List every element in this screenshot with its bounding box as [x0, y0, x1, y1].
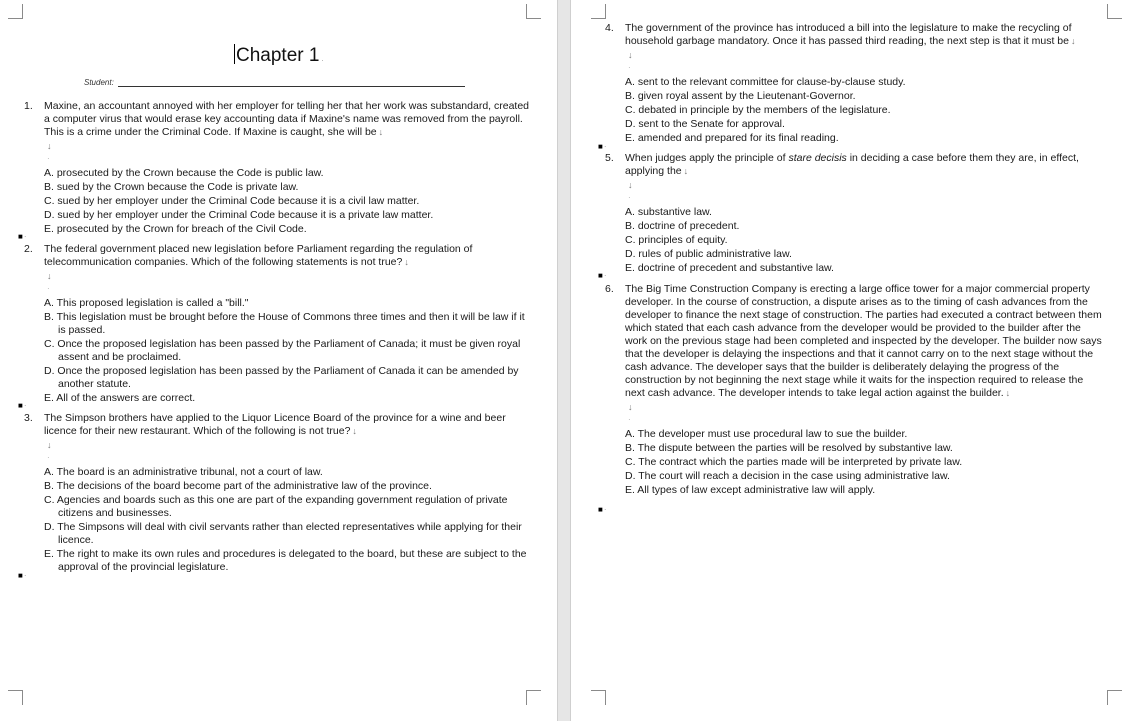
answer-choice: C. The contract which the parties made will be interpreted by private law.: [625, 456, 963, 468]
answer-choices: [44, 466, 530, 574]
answer-choice: C. Agencies and boards such as this one are part of the expanding government regulation of private citizens and businesses.: [44, 494, 508, 519]
question-text: The federal government placed new legislation before Parliament regarding the regulation of telecommunication companies. Which of the following statements is not true?: [44, 243, 473, 268]
document-page-right: [571, 0, 1137, 721]
question-text: Maxine, an accountant annoyed with her employer for telling her that her work was substandard, created a computer virus that would erase key accounting data if Maxine's name was removed from the payroll. This is a crime under the Criminal Code. If Maxine is caught, she will be: [44, 100, 530, 138]
answer-choices: [44, 297, 530, 405]
answer-choice: A. substantive law.: [625, 206, 712, 218]
question-number: 1.: [24, 100, 33, 112]
answer-choices: [625, 76, 1105, 145]
answer-choice: D. sent to the Senate for approval.: [625, 118, 785, 130]
question-6: 6. The Big Time Construction Company is erecting a large office tower for a major commercial property developer. In the course of construction, a dispute arises as to the timing of cash advances from the developer to finance the next stage of construction. The parties had executed a contract between them which stated that each cash advance from the developer would be provided to the builder after the work on the previous stage had been completed and inspected by the developer. The builder now says that the developer is delaying the inspections and that it cannot carry on to the next stage without the cash advance. The developer says that the builder is deliberately delaying the progress of the construction by not beginning the next stage while it waits for the inspection required to release the next cash advance. The developer intends to take legal action against the builder. ↓ ↓ · A. The developer must use procedural law to sue the builder. B. The dispute between the parties will be resolved by substantive law. C. The contract which the parties made will be interpreted by private law. D. The court will reach a decision in the case using administrative law. E. All types of law except administrative law will apply.: [625, 283, 1105, 498]
question-number: 6.: [605, 283, 614, 295]
question-text-italic: stare decisis: [788, 152, 847, 164]
question-number: 5.: [605, 152, 614, 164]
answer-choices: [44, 167, 530, 236]
question-text: The Simpson brothers have applied to the Liquor Licence Board of the province for a wine and beer licence for their new restaurant. Which of the following is not true?: [44, 412, 506, 437]
crop-mark: [526, 4, 541, 19]
crop-mark: [1107, 4, 1122, 19]
question-text: The government of the province has introduced a bill into the legislature to make the recycling of household garbage mandatory. Once it has passed third reading, the next step is that it must be: [625, 22, 1072, 47]
crop-mark: [591, 690, 606, 705]
answer-choice: D. sued by her employer under the Criminal Code because it is a private law matter.: [44, 209, 434, 221]
question-number: 2.: [24, 243, 33, 255]
answer-choice: D. The court will reach a decision in the case using administrative law.: [625, 470, 950, 482]
question-number: 3.: [24, 412, 33, 424]
student-label: Student:: [84, 78, 114, 87]
paragraph-mark: ■·: [598, 142, 607, 151]
answer-choice: E. doctrine of precedent and substantive law.: [625, 262, 834, 274]
answer-choice: C. debated in principle by the members of the legislature.: [625, 104, 891, 116]
answer-choice: D. Once the proposed legislation has been passed by the Parliament of Canada it can be amended by another statute.: [44, 365, 519, 390]
answer-choice: B. The dispute between the parties will be resolved by substantive law.: [625, 442, 953, 454]
answer-choices: [625, 428, 1105, 497]
paragraph-mark: ■·: [598, 505, 607, 514]
question-text-end: in deciding a case before them they are, in effect, applying the: [625, 152, 1079, 177]
answer-choice: E. amended and prepared for its final reading.: [625, 132, 839, 144]
question-text-start: When judges apply the principle of: [625, 152, 789, 164]
crop-mark: [526, 690, 541, 705]
answer-choice: A. This proposed legislation is called a "bill.": [44, 297, 249, 309]
page-gutter: [557, 0, 571, 721]
answer-choices: [625, 206, 1105, 275]
student-name-line: [118, 86, 465, 87]
answer-choice: E. All types of law except administrative law will apply.: [625, 484, 876, 496]
answer-choice: A. sent to the relevant committee for clause-by-clause study.: [625, 76, 906, 88]
question-1: 1. Maxine, an accountant annoyed with her employer for telling her that her work was substandard, created a computer virus that would erase key accounting data if Maxine's name was removed from the payroll. This is a crime under the Criminal Code. If Maxine is caught, she will be ↓ ↓ · A. prosecuted by the Crown because the Code is public law. B. sued by the Crown because the Code is private law. C. sued by her employer under the Criminal Code because it is a civil law matter. D. sued by her employer under the Criminal Code because it is a private law matter. E. prosecuted by the Crown for breach of the Civil Code.: [24, 100, 530, 235]
answer-choice: B. given royal assent by the Lieutenant-Governor.: [625, 90, 856, 102]
answer-choice: B. sued by the Crown because the Code is private law.: [44, 181, 299, 193]
crop-mark: [591, 4, 606, 19]
answer-choice: C. Once the proposed legislation has been passed by the Parliament of Canada; it must be given royal assent and be proclaimed.: [44, 338, 521, 363]
answer-choice: E. The right to make its own rules and procedures is delegated to the board, but these are subject to the approval of the provincial legislature.: [44, 548, 527, 573]
paragraph-mark: ■·: [598, 271, 607, 280]
paragraph-mark: ■·: [18, 571, 27, 580]
answer-choice: C. sued by her employer under the Criminal Code because it is a civil law matter.: [44, 195, 420, 207]
crop-mark: [1107, 690, 1122, 705]
document-page-left: [0, 0, 557, 721]
question-5: 5. When judges apply the principle of stare decisis in deciding a case before them they are, in effect, applying the ↓ ↓ · A. substantive law. B. doctrine of precedent. C. principles of equity. D. rules of public administrative law. E. doctrine of precedent and substantive law.: [625, 152, 1105, 276]
answer-choice: B. The decisions of the board become part of the administrative law of the province.: [44, 480, 432, 492]
page-title[interactable]: Chapter 1 .: [236, 45, 324, 66]
title-text: Chapter 1: [236, 45, 320, 66]
answer-choice: E. All of the answers are correct.: [44, 392, 196, 404]
answer-choice: A. The board is an administrative tribunal, not a court of law.: [44, 466, 323, 478]
question-4: 4. The government of the province has introduced a bill into the legislature to make the recycling of household garbage mandatory. Once it has passed third reading, the next step is that it must be ↓ ↓ · A. sent to the relevant committee for clause-by-clause study. B. given royal assent by the Lieutenant-Governor. C. debated in principle by the members of the legislature. D. sent to the Senate for approval. E. amended and prepared for its final reading.: [625, 22, 1105, 146]
question-number: 4.: [605, 22, 614, 34]
question-text: The Big Time Construction Company is erecting a large office tower for a major commercial property developer. In the course of construction, a dispute arises as to the timing of cash advances from the developer to finance the next stage of construction. The parties had executed a contract between them which stated that each cash advance from the developer would be provided to the builder after the work on the previous stage had been completed and inspected by the developer. The builder now says that the developer is delaying the inspections and that it cannot carry on to the next stage without the cash advance. The developer says that the builder is deliberately delaying the progress of the construction by not beginning the next stage while it waits for the inspection required to release the next cash advance. The developer intends to take legal action against the builder.: [625, 283, 1102, 399]
answer-choice: E. prosecuted by the Crown for breach of the Civil Code.: [44, 223, 307, 235]
answer-choice: A. The developer must use procedural law to sue the builder.: [625, 428, 908, 440]
answer-choice: C. principles of equity.: [625, 234, 728, 246]
question-2: 2. The federal government placed new legislation before Parliament regarding the regulation of telecommunication companies. Which of the following statements is not true? ↓ ↓ · A. This proposed legislation is called a "bill." B. This legislation must be brought before the House of Commons three times and then it will be law if it is passed. C. Once the proposed legislation has been passed by the Parliament of Canada; it must be given royal assent and be proclaimed. D. Once the proposed legislation has been passed by the Parliament of Canada it can be amended by another statute. E. All of the answers are correct.: [44, 243, 530, 406]
answer-choice: B. This legislation must be brought before the House of Commons three times and then it will be law if it is passed.: [44, 311, 525, 336]
answer-choice: D. The Simpsons will deal with civil servants rather than elected representatives while applying for their licence.: [44, 521, 522, 546]
crop-mark: [8, 4, 23, 19]
text-cursor: [234, 44, 235, 64]
answer-choice: D. rules of public administrative law.: [625, 248, 792, 260]
answer-choice: B. doctrine of precedent.: [625, 220, 740, 232]
paragraph-mark: ■·: [18, 401, 27, 410]
crop-mark: [8, 690, 23, 705]
answer-choice: A. prosecuted by the Crown because the Code is public law.: [44, 167, 324, 179]
paragraph-mark: ■·: [18, 232, 27, 241]
question-3: 3. The Simpson brothers have applied to the Liquor Licence Board of the province for a wine and beer licence for their new restaurant. Which of the following is not true? ↓ ↓ · A. The board is an administrative tribunal, not a court of law. B. The decisions of the board become part of the administrative law of the province. C. Agencies and boards such as this one are part of the expanding government regulation of private citizens and businesses. D. The Simpsons will deal with civil servants rather than elected representatives while applying for their licence. E. The right to make its own rules and procedures is delegated to the board, but these are subject to the approval of the provincial legislature.: [44, 412, 530, 575]
